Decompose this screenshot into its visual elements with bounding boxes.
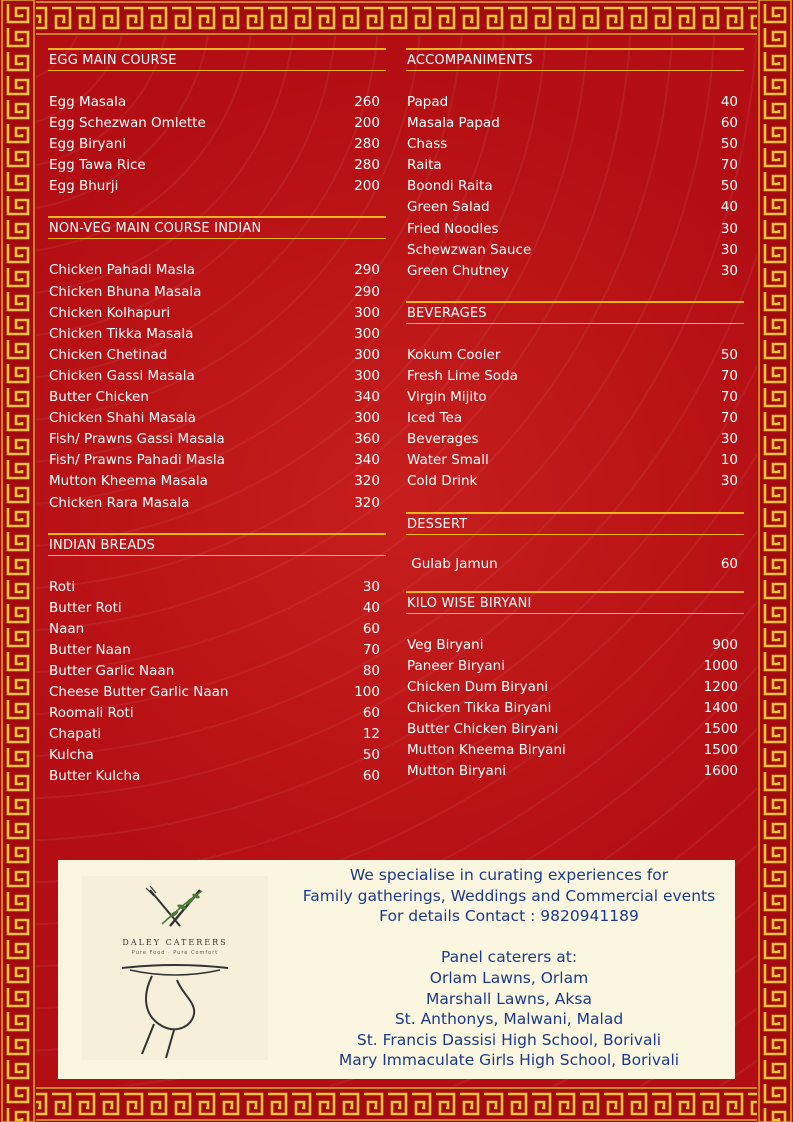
info-line: Mary Immaculate Girls High School, Borivali — [338, 1051, 680, 1070]
menu-item — [406, 92, 744, 113]
menu-item-price: 300 — [354, 325, 380, 342]
menu-item-price: 60 — [720, 115, 738, 132]
menu-item — [406, 155, 744, 176]
menu-item-name: Chicken Rara Masala — [49, 494, 190, 511]
section-heading: INDIAN BREADS — [48, 533, 386, 556]
menu-item-name: Papad — [407, 94, 449, 110]
menu-item — [48, 303, 386, 324]
menu-section — [406, 512, 744, 575]
menu-section — [48, 533, 386, 788]
menu-item-name: Mutton Kheema Masala — [49, 473, 208, 490]
menu-item-price: 50 — [720, 136, 738, 153]
menu-item-name: Egg Schezwan Omlette — [49, 115, 206, 132]
menu-item-name: Kokum Cooler — [407, 346, 501, 363]
menu-item-price: 1600 — [703, 763, 738, 780]
menu-item — [48, 471, 386, 492]
section-heading: KILO WISE BIRYANI — [406, 591, 744, 614]
menu-item-price: 1000 — [703, 657, 738, 674]
menu-item — [48, 92, 386, 113]
menu-item-name: Mutton Kheema Biryani — [407, 742, 566, 759]
menu-item-price: 280 — [354, 157, 380, 174]
menu-item-list — [406, 614, 744, 783]
menu-item — [406, 677, 744, 698]
menu-item-name: Egg Masala — [49, 94, 127, 110]
menu-item — [48, 176, 386, 197]
menu-section — [48, 216, 386, 513]
greek-key-border-right — [757, 0, 793, 1122]
menu-item — [48, 113, 386, 134]
caterer-info-panel — [58, 860, 735, 1079]
menu-item-name: Chicken Gassi Masala — [49, 367, 195, 384]
menu-item-price: 30 — [720, 473, 738, 490]
info-line: For details Contact : 9820941189 — [379, 907, 639, 926]
menu-item — [48, 577, 386, 598]
menu-item — [406, 387, 744, 408]
menu-item-name: Chass — [407, 136, 448, 153]
menu-item-name: Roti — [49, 578, 76, 595]
menu-item — [48, 408, 386, 429]
menu-item-price: 12 — [362, 726, 380, 743]
menu-item-list — [406, 324, 744, 493]
greek-key-border-bottom — [0, 1086, 793, 1122]
menu-item-price: 320 — [354, 473, 380, 490]
menu-item-price: 1400 — [703, 699, 738, 716]
menu-item-name: Kulcha — [49, 747, 94, 764]
menu-section — [406, 301, 744, 493]
menu-item-name: Butter Chicken Biryani — [407, 720, 559, 737]
menu-item-name: Chicken Kolhapuri — [49, 304, 171, 321]
menu-item — [406, 450, 744, 471]
menu-item-price: 60 — [362, 705, 380, 722]
caterer-info-text — [278, 865, 740, 1071]
menu-item-price: 50 — [720, 346, 738, 363]
info-line: St. Anthonys, Malwani, Malad — [394, 1010, 624, 1029]
menu-item-name: Green Salad — [407, 199, 490, 216]
menu-item-name: Paneer Biryani — [407, 657, 505, 674]
menu-item — [406, 719, 744, 740]
menu-item-price: 1500 — [703, 720, 738, 737]
menu-item-price: 50 — [362, 747, 380, 764]
menu-item-name: Masala Papad — [407, 115, 500, 132]
menu-item-price: 30 — [720, 220, 738, 237]
menu-item-name: Butter Garlic Naan — [49, 662, 175, 679]
menu-item-name: Beverages — [407, 431, 479, 448]
section-heading: DESSERT — [406, 512, 744, 535]
menu-section — [48, 48, 386, 197]
menu-item-price: 300 — [354, 304, 380, 321]
menu-item — [48, 724, 386, 745]
menu-item-price: 1200 — [703, 678, 738, 695]
menu-item — [48, 429, 386, 450]
menu-item-price: 280 — [354, 136, 380, 153]
menu-item-list — [48, 71, 386, 197]
menu-item-price: 10 — [720, 452, 738, 469]
menu-item — [48, 598, 386, 619]
menu-item-name: Egg Bhurji — [49, 178, 119, 195]
menu-item-price: 70 — [720, 410, 738, 427]
menu-item-list — [406, 71, 744, 282]
menu-item — [406, 429, 744, 450]
menu-item — [48, 766, 386, 787]
menu-item — [48, 619, 386, 640]
menu-item-name: Butter Roti — [49, 599, 122, 616]
menu-item — [48, 661, 386, 682]
menu-item — [406, 408, 744, 429]
menu-item-name: Iced Tea — [407, 410, 463, 427]
menu-item-price: 60 — [362, 620, 380, 637]
menu-item — [406, 197, 744, 218]
menu-item-price: 30 — [362, 578, 380, 595]
menu-item-price: 300 — [354, 367, 380, 384]
menu-item — [48, 493, 386, 514]
menu-item-name: Chicken Dum Biryani — [407, 678, 549, 695]
menu-item — [48, 745, 386, 766]
menu-item — [406, 554, 744, 575]
info-line: Family gatherings, Weddings and Commercial events — [302, 886, 716, 905]
menu-item-price: 900 — [712, 636, 738, 653]
menu-item-price: 340 — [354, 452, 380, 469]
menu-section — [406, 591, 744, 783]
menu-item-price: 200 — [354, 115, 380, 132]
info-line: We specialise in curating experiences for — [349, 866, 669, 884]
section-heading: ACCOMPANIMENTS — [406, 48, 744, 71]
menu-item-name: Virgin Mijito — [407, 389, 487, 406]
menu-item-name: Chicken Shahi Masala — [49, 410, 196, 427]
menu-item-name: Raita — [407, 157, 442, 174]
menu-item-price: 320 — [354, 494, 380, 511]
caterer-logo — [82, 876, 268, 1060]
menu-item-price: 40 — [720, 94, 738, 110]
info-line: Marshall Lawns, Aksa — [426, 989, 592, 1008]
menu-item — [48, 387, 386, 408]
menu-section — [406, 48, 744, 282]
menu-item — [48, 366, 386, 387]
greek-key-border-top — [0, 0, 793, 36]
menu-item-price: 70 — [720, 157, 738, 174]
menu-item-name: Naan — [49, 620, 85, 637]
menu-item-price: 70 — [720, 389, 738, 406]
menu-item — [406, 261, 744, 282]
menu-item — [406, 740, 744, 761]
logo-tagline: Pure Food · Pure Comfort — [131, 950, 219, 956]
menu-item-price: 340 — [354, 389, 380, 406]
menu-item-name: Schewzwan Sauce — [407, 241, 532, 258]
menu-item-name: Chicken Tikka Masala — [49, 325, 194, 342]
menu-item-price: 200 — [354, 178, 380, 195]
menu-item-name: Chapati — [49, 726, 102, 743]
menu-item-name: Chicken Tikka Biryani — [407, 699, 552, 716]
menu-right-column — [406, 48, 744, 782]
menu-item — [48, 324, 386, 345]
info-line: St. Francis Dassisi High School, Borivali — [356, 1030, 662, 1049]
menu-item-price: 100 — [354, 684, 380, 701]
menu-item-name: Green Chutney — [407, 262, 509, 279]
menu-item-name: Gulab Jamun — [407, 555, 498, 572]
menu-item-list — [48, 239, 386, 513]
menu-item-name: Roomali Roti — [49, 705, 134, 722]
menu-item — [48, 282, 386, 303]
menu-item-price: 40 — [362, 599, 380, 616]
menu-item-name: Chicken Pahadi Masla — [49, 262, 195, 279]
menu-item — [48, 682, 386, 703]
menu-item — [48, 345, 386, 366]
menu-item-price: 70 — [720, 367, 738, 384]
menu-left-column — [48, 48, 386, 788]
menu-item-price: 60 — [362, 768, 380, 785]
menu-item — [48, 260, 386, 281]
menu-item-name: Egg Tawa Rice — [49, 157, 146, 174]
menu-item — [406, 134, 744, 155]
section-heading: NON-VEG MAIN COURSE INDIAN — [48, 216, 386, 239]
menu-item — [406, 761, 744, 782]
menu-item-name: Water Small — [407, 452, 489, 469]
info-line: Panel caterers at: — [440, 948, 578, 967]
menu-item — [406, 176, 744, 197]
menu-item-price: 30 — [720, 431, 738, 448]
menu-item-name: Egg Biryani — [49, 136, 127, 153]
menu-item-name: Fish/ Prawns Gassi Masala — [49, 431, 225, 448]
menu-item-price: 50 — [720, 178, 738, 195]
menu-item — [48, 703, 386, 724]
menu-item-name: Chicken Chetinad — [49, 346, 168, 363]
greek-key-border-left — [0, 0, 36, 1122]
menu-item-name: Fish/ Prawns Pahadi Masla — [49, 452, 225, 469]
logo-name: DALEY CATERERS — [122, 938, 228, 947]
menu-item-price: 40 — [720, 199, 738, 216]
fork-knife-platter-icon — [82, 876, 268, 1060]
menu-item-price: 1500 — [703, 742, 738, 759]
menu-item — [406, 698, 744, 719]
menu-item-name: Butter Chicken — [49, 389, 149, 406]
menu-item-price: 300 — [354, 410, 380, 427]
menu-item — [406, 113, 744, 134]
menu-item — [48, 134, 386, 155]
menu-item — [406, 219, 744, 240]
menu-item — [406, 240, 744, 261]
menu-item-price: 30 — [720, 262, 738, 279]
menu-item-price: 260 — [354, 94, 380, 110]
menu-item — [406, 366, 744, 387]
menu-item-price: 360 — [354, 431, 380, 448]
menu-item-price: 290 — [354, 283, 380, 300]
menu-item-price: 60 — [720, 555, 738, 572]
spacer — [278, 927, 740, 948]
info-line: Orlam Lawns, Orlam — [429, 968, 589, 987]
menu-item-name: Boondi Raita — [407, 178, 493, 195]
menu-item-price: 290 — [354, 262, 380, 279]
menu-item-name: Chicken Bhuna Masala — [49, 283, 202, 300]
menu-item — [48, 640, 386, 661]
menu-item-price: 80 — [362, 662, 380, 679]
menu-item-name: Fried Noodles — [407, 220, 499, 237]
menu-item-price: 300 — [354, 346, 380, 363]
menu-item-price: 30 — [720, 241, 738, 258]
section-heading: EGG MAIN COURSE — [48, 48, 386, 71]
menu-item-name: Veg Biryani — [407, 636, 484, 653]
menu-item-name: Mutton Biryani — [407, 763, 507, 780]
menu-item — [406, 345, 744, 366]
menu-item-name: Butter Kulcha — [49, 768, 141, 785]
menu-item-name: Cheese Butter Garlic Naan — [49, 684, 229, 701]
menu-item — [48, 450, 386, 471]
menu-item-list — [48, 556, 386, 788]
menu-item-price: 70 — [362, 641, 380, 658]
menu-item — [406, 635, 744, 656]
menu-item — [406, 656, 744, 677]
menu-item-name: Fresh Lime Soda — [407, 367, 518, 384]
menu-item-name: Cold Drink — [407, 473, 478, 490]
menu-item — [48, 155, 386, 176]
menu-item-list — [406, 535, 744, 575]
section-heading: BEVERAGES — [406, 301, 744, 324]
menu-item — [406, 471, 744, 492]
menu-item-name: Butter Naan — [49, 641, 131, 658]
